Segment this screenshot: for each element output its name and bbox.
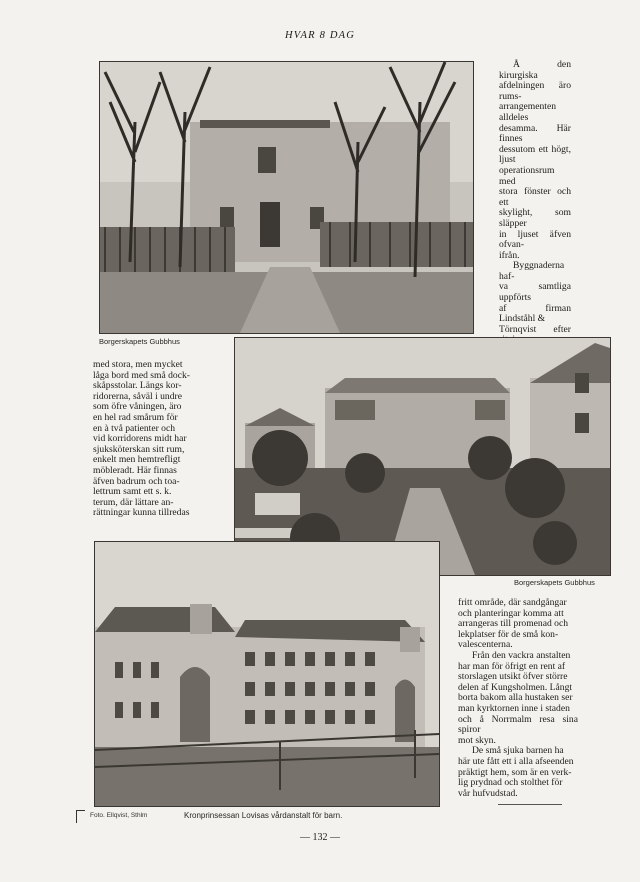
photo-top-gubbhus	[99, 61, 474, 334]
text-line: har man för öfrigt en rent af	[458, 660, 566, 672]
photo-bottom-lovisa	[94, 541, 440, 807]
paragraph	[458, 598, 578, 799]
text-line: och å Norrmalm resa sina spiror	[458, 713, 578, 736]
text-line: ifrån.	[499, 249, 520, 261]
text-line: en hel rad smårum för	[93, 411, 178, 423]
photo-bottom-caption: Kronprinsessan Lovisas vårdanstalt för barn.	[184, 811, 343, 820]
photo-credit: Foto. Ellqvist, Sthlm	[90, 812, 148, 819]
text-column-right-bottom	[458, 598, 578, 799]
text-line: lettrum samt ett s. k.	[93, 486, 172, 498]
text-line: Törnqvist efter	[499, 323, 571, 335]
page-number: — 132 —	[300, 832, 340, 843]
text-line: valescenterna.	[458, 639, 513, 651]
text-line: De små sjuka barnen ha	[472, 745, 564, 757]
text-line: lig prydnad och stolthet för	[458, 777, 563, 789]
text-line: här ute fått ett i alla afseenden	[458, 755, 574, 767]
paragraph	[93, 360, 211, 519]
text-line: enkelt men hemtrefligt	[93, 454, 181, 466]
credit-bracket	[76, 810, 85, 823]
text-line: vår hufvudstad.	[458, 787, 518, 799]
text-line: präktigt hem, som är en verk-	[458, 766, 572, 778]
text-line: man kyrktornen inne i staden	[458, 702, 570, 714]
text-line: Å den kirurgiska	[499, 59, 571, 81]
text-line: dessutom ett högt, ljust	[499, 143, 571, 166]
text-line: afdelningen äro rums-	[499, 80, 571, 102]
text-line: skylight, som släpper	[499, 207, 571, 229]
photo-middle-caption: Borgerskapets Gubbhus	[514, 578, 595, 587]
text-line: låga bord med små dock-	[93, 369, 190, 381]
text-line: lekplatser för de små kon-	[458, 628, 559, 640]
text-line: ridorerna, såväl i undre	[93, 390, 182, 402]
text-line: en à två patienter och	[93, 422, 176, 434]
text-line: mot skyn.	[458, 734, 496, 746]
text-line: Byggnaderna haf-	[499, 260, 565, 282]
text-line: vid korridorens midt har	[93, 433, 187, 445]
text-line: va samtliga uppförts	[499, 281, 571, 304]
text-line: äfven badrum och toa-	[93, 475, 180, 487]
text-line: skåpsstolar. Längs kor-	[93, 380, 182, 392]
text-line: fritt område, där sandgångar	[458, 597, 567, 608]
photo-top-caption: Borgerskapets Gubbhus	[99, 337, 180, 346]
text-line: desamma. Här finnes	[499, 122, 571, 145]
text-line: arrangementen alldeles	[499, 101, 556, 123]
text-line: och planteringar komma att	[458, 607, 564, 619]
text-line: operationsrum med	[499, 164, 555, 187]
text-line: borta bakom alla hustaken ser	[458, 692, 573, 704]
text-line: delen af Kungsholmen. Långt	[458, 681, 573, 693]
text-line: storslagen utsikt öfver större	[458, 671, 568, 683]
text-line: af firman Lindståhl &	[499, 302, 571, 325]
text-line: möbleradt. Här finnas	[93, 464, 177, 476]
text-line: in ljuset äfven ofvan-	[499, 228, 571, 251]
text-line: rättningar kunna tillredas	[93, 507, 190, 519]
text-line: terum, där lättare an-	[93, 496, 174, 508]
running-header: HVAR 8 DAG	[284, 30, 356, 41]
text-line: som öfre våningen, äro	[93, 401, 182, 413]
text-line: Från den vackra anstalten	[472, 649, 571, 661]
text-line: sjuksköterskan sitt rum,	[93, 443, 185, 455]
text-line: stora fönster och ett	[499, 186, 571, 208]
text-line: arrangeras till promenad och	[458, 618, 569, 630]
text-line: med stora, men mycket	[93, 359, 183, 370]
section-rule	[498, 804, 562, 805]
text-column-left-mid	[93, 360, 211, 519]
